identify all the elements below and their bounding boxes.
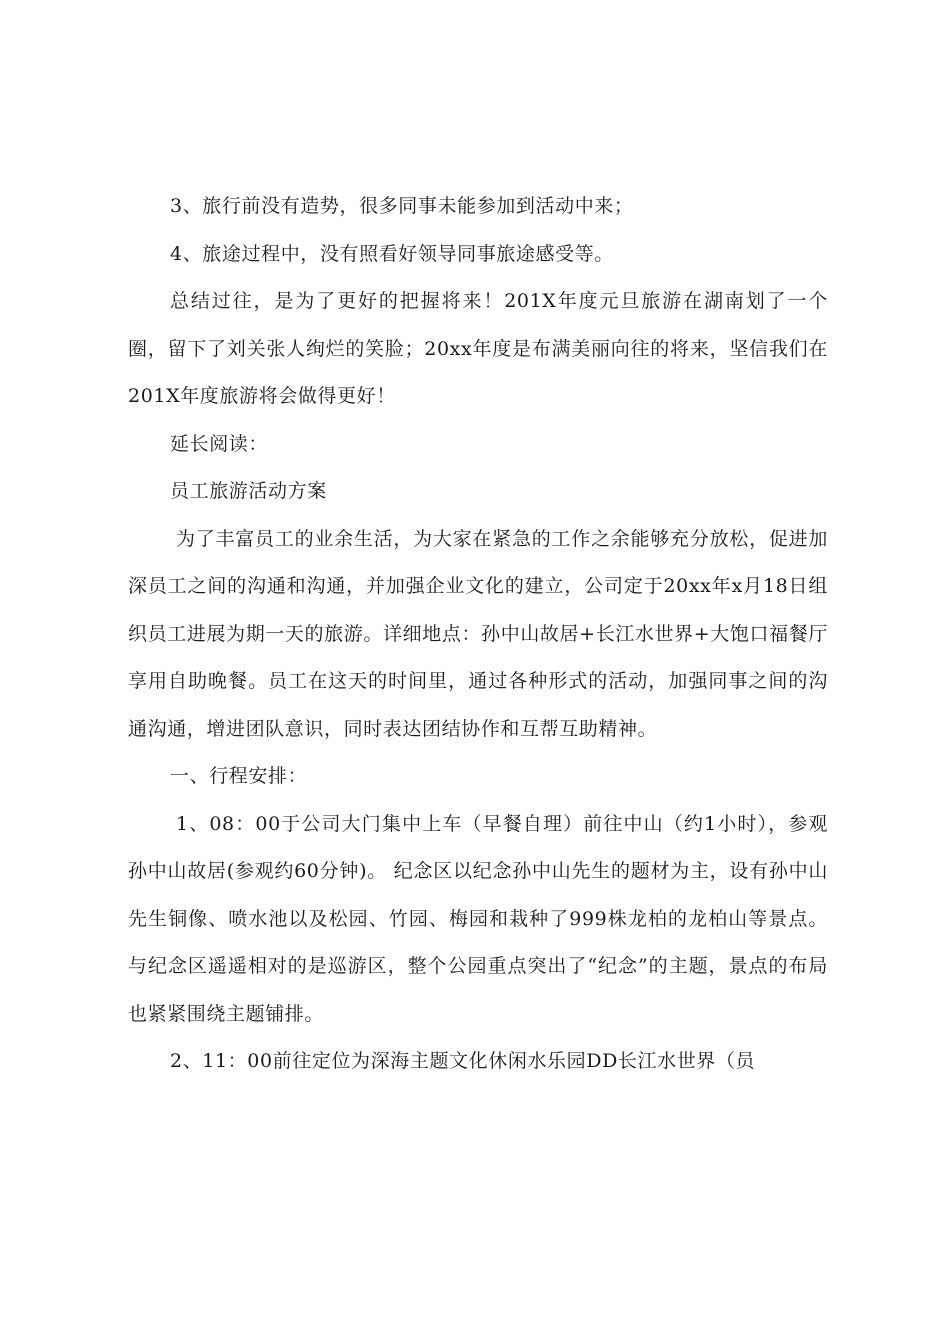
list-item-3: 3、旅行前没有造势，很多同事未能参加到活动中来； xyxy=(170,195,634,217)
summary-paragraph: 总结过往，是为了更好的把握将来！201X年度元旦旅游在湖南划了一个圈，留下了刘关张人绚烂的笑脸；20xx年度是布满美丽向往的将来，坚信我们在201X年度旅游将会做得更好！ xyxy=(128,290,828,407)
plan-title: 员工旅游活动方案 xyxy=(170,480,327,502)
document-body xyxy=(128,183,828,1086)
intro-paragraph: 为了丰富员工的业余生活，为大家在紧急的工作之余能够充分放松，促进加深员工之间的沟通和沟通，并加强企业文化的建立，公司定于20xx年x月18日组织员工进展为期一天的旅游。详细地点：孙中山故居+长江水世界+大饱口福餐厅享用自助晚餐。员工在这天的时间里，通过各种形式的活动，加强同事之间的沟通沟通，增进团队意识，同时表达团结协作和互帮互助精神。 xyxy=(128,527,828,740)
itinerary-item-2: 2、11：00前往定位为深海主题文化休闲水乐园DD长江水世界（员 xyxy=(170,1050,756,1072)
section-heading-itinerary: 一、行程安排： xyxy=(170,765,308,787)
extended-reading-label: 延长阅读： xyxy=(170,432,269,455)
list-item-4: 4、旅途过程中，没有照看好领导同事旅途感受等。 xyxy=(170,242,614,265)
itinerary-item-1: 1、08：00于公司大门集中上车（早餐自理）前往中山（约1小时），参观孙中山故居(参观约60分钟)。 纪念区以纪念孙中山先生的题材为主，设有孙中山先生铜像、喷水池以及松园、竹园、梅园和栽种了999株龙柏的龙柏山等景点。与纪念区遥遥相对的是巡游区，整个公园重点突出了“纪念”的主题，景点的布局也紧紧围绕主题铺排。 xyxy=(128,812,828,1025)
